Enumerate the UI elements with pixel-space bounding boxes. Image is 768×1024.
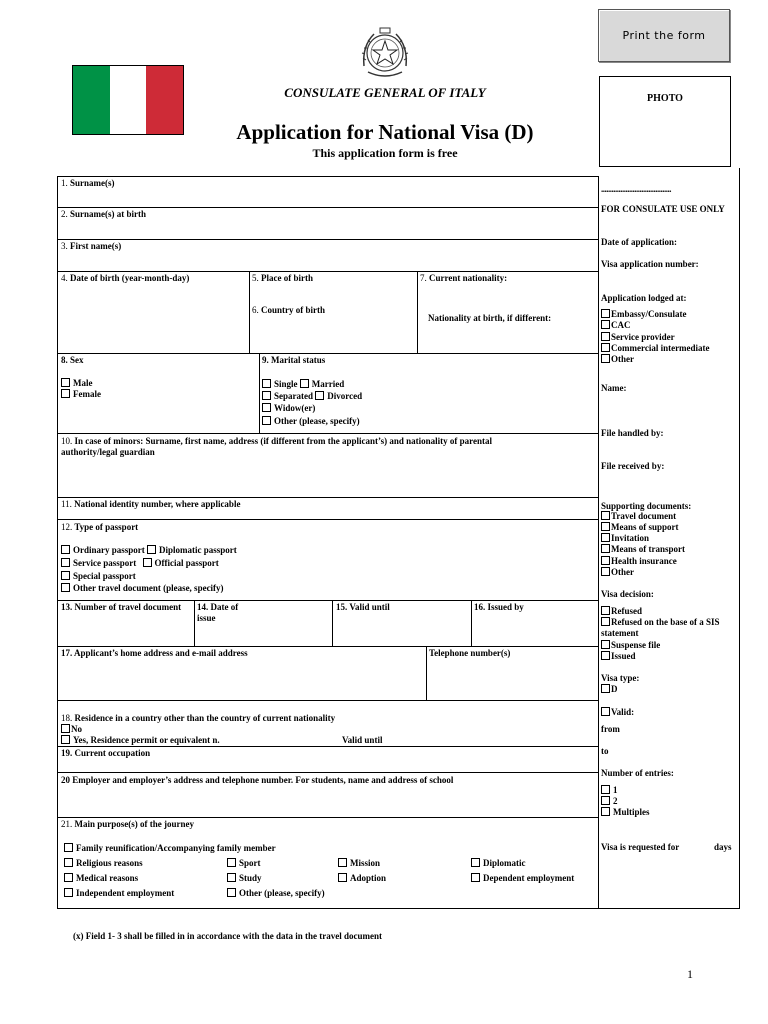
purpose-independent-option[interactable]: Independent employment	[64, 888, 174, 899]
field-20-employer[interactable]: 20 Employer and employer’s address and telephone number. For students, name and address of school	[61, 775, 454, 785]
checkbox-icon[interactable]	[601, 354, 610, 363]
marital-widow-option[interactable]: Widow(er)	[262, 403, 315, 414]
lodged-option-embassy[interactable]: Embassy/Consulate	[601, 309, 687, 320]
lodged-option-service-provider[interactable]: Service provider	[601, 332, 675, 343]
photo-box: PHOTO	[599, 76, 731, 167]
visa-type-d-option[interactable]: D	[601, 684, 618, 695]
lodged-option-other[interactable]: Other	[601, 354, 634, 365]
checkbox-icon[interactable]	[300, 379, 309, 388]
checkbox-icon[interactable]	[61, 735, 70, 744]
checkbox-icon[interactable]	[262, 416, 271, 425]
passport-row-2	[61, 558, 219, 569]
consulate-name: CONSULATE GENERAL OF ITALY	[284, 85, 486, 100]
field-9-marital-status: 9. Marital status	[262, 355, 326, 365]
checkbox-icon[interactable]	[601, 785, 610, 794]
checkbox-icon[interactable]	[601, 533, 610, 542]
checkbox-icon[interactable]	[601, 320, 610, 329]
checkbox-icon[interactable]	[601, 640, 610, 649]
field-2-surname-at-birth[interactable]: 2. Surname(s) at birth	[61, 209, 146, 219]
marital-divorced-option[interactable]: Divorced	[315, 391, 362, 401]
purpose-dependent-option[interactable]: Dependent employment	[471, 873, 574, 884]
checkbox-icon[interactable]	[64, 843, 73, 852]
consulate-use-title: FOR CONSULATE USE ONLY	[601, 204, 725, 214]
checkbox-icon[interactable]	[315, 391, 324, 400]
checkbox-icon[interactable]	[471, 858, 480, 867]
checkbox-icon[interactable]	[64, 873, 73, 882]
docs-option-support[interactable]: Means of support	[601, 522, 679, 533]
field-8-sex: 8. Sex	[61, 355, 84, 365]
passport-service-option[interactable]: Service passport	[61, 558, 136, 568]
visa-valid-from: from	[601, 724, 620, 734]
checkbox-icon[interactable]	[262, 379, 271, 388]
purpose-family-option[interactable]: Family reunification/Accompanying family member	[64, 843, 276, 854]
consulate-lodged-at: Application lodged at:	[601, 293, 687, 303]
purpose-diplomatic-option[interactable]: Diplomatic	[471, 858, 526, 869]
checkbox-icon[interactable]	[262, 403, 271, 412]
field-7-current-nationality[interactable]: 7. Current nationality:	[420, 273, 508, 283]
page-title: Application for National Visa (D)	[236, 120, 534, 144]
field-14-date-of-issue[interactable]: 14. Date of issue	[197, 602, 239, 623]
visa-requested-for: Visa is requested for	[601, 842, 680, 852]
checkbox-icon[interactable]	[61, 583, 70, 592]
checkbox-icon[interactable]	[61, 558, 70, 567]
print-form-button[interactable]: Print the form	[598, 9, 730, 62]
checkbox-icon[interactable]	[227, 873, 236, 882]
checkbox-icon[interactable]	[227, 888, 236, 897]
decision-option-issued[interactable]: Issued	[601, 651, 636, 662]
marital-separated-option[interactable]: Separated	[262, 391, 313, 401]
marital-single-option[interactable]: Single	[262, 379, 298, 389]
visa-valid-option[interactable]: Valid:	[601, 707, 634, 718]
residence-valid-until[interactable]: Valid until	[342, 735, 383, 745]
decision-option-refused[interactable]: Refused	[601, 606, 642, 617]
flag-white-stripe	[110, 66, 147, 134]
field-10-minors-guardian[interactable]: 10. In case of minors: Surname, first name, address (if different from the applicant’s) and nationality of parental authority/legal guardian	[61, 436, 492, 457]
checkbox-icon[interactable]	[61, 389, 70, 398]
consulate-supporting-docs: Supporting documents:	[601, 501, 692, 511]
marital-other-option[interactable]: Other (please, specify)	[262, 416, 360, 427]
checkbox-icon[interactable]	[601, 684, 610, 693]
checkbox-icon[interactable]	[601, 567, 610, 576]
footer-note: (x) Field 1- 3 shall be filled in in accordance with the data in the travel document	[73, 931, 382, 941]
sex-male-option[interactable]: Male	[61, 378, 93, 389]
purpose-sport-option[interactable]: Sport	[227, 858, 261, 869]
residence-no-option[interactable]: No	[61, 724, 82, 735]
checkbox-icon[interactable]	[338, 858, 347, 867]
field-17-telephone[interactable]: Telephone number(s)	[429, 648, 511, 658]
sex-female-option[interactable]: Female	[61, 389, 101, 400]
purpose-other-option[interactable]: Other (please, specify)	[227, 888, 325, 899]
docs-option-other[interactable]: Other	[601, 567, 634, 578]
consulate-name-label: Name:	[601, 383, 627, 393]
decision-option-suspense[interactable]: Suspense file	[601, 640, 660, 651]
consulate-dots: ........................................	[601, 184, 671, 194]
checkbox-icon[interactable]	[64, 888, 73, 897]
checkbox-icon[interactable]	[601, 309, 610, 318]
field-16-issued-by[interactable]: 16. Issued by	[474, 602, 524, 612]
passport-special-option[interactable]: Special passport	[61, 571, 136, 582]
passport-diplomatic-option[interactable]: Diplomatic passport	[147, 545, 237, 555]
decision-option-refused-sis[interactable]: Refused on the base of a SIS statement	[601, 617, 720, 638]
field-7-nationality-at-birth[interactable]: Nationality at birth, if different:	[428, 313, 552, 323]
field-21-main-purpose: 21. Main purpose(s) of the journey	[61, 819, 194, 829]
consulate-received-by: File received by:	[601, 461, 665, 471]
field-18-residence: 18. Residence in a country other than the country of current nationality	[61, 713, 336, 723]
purpose-medical-option[interactable]: Medical reasons	[64, 873, 138, 884]
purpose-study-option[interactable]: Study	[227, 873, 262, 884]
page-number: 1	[687, 967, 693, 981]
purpose-religious-option[interactable]: Religious reasons	[64, 858, 143, 869]
marital-row-2	[262, 391, 362, 402]
visa-requested-days: days	[714, 842, 732, 852]
checkbox-icon[interactable]	[601, 556, 610, 565]
purpose-mission-option[interactable]: Mission	[338, 858, 380, 869]
consulate-visa-app-number: Visa application number:	[601, 259, 699, 269]
consulate-visa-decision: Visa decision:	[601, 589, 654, 599]
field-17-home-address[interactable]: 17. Applicant’s home address and e-mail address	[61, 648, 248, 658]
passport-ordinary-option[interactable]: Ordinary passport	[61, 545, 145, 555]
field-6-country-of-birth[interactable]: 6. Country of birth	[252, 305, 326, 315]
checkbox-icon[interactable]	[61, 571, 70, 580]
entries-option-2[interactable]: 2	[601, 796, 618, 807]
italian-flag	[72, 65, 184, 135]
entries-option-multiples[interactable]: Multiples	[601, 807, 650, 818]
checkbox-icon[interactable]	[143, 558, 152, 567]
docs-option-health[interactable]: Health insurance	[601, 556, 677, 567]
flag-green-stripe	[73, 66, 110, 134]
lodged-option-commercial[interactable]: Commercial intermediate	[601, 343, 710, 354]
consulate-handled-by: File handled by:	[601, 428, 664, 438]
field-3-first-name[interactable]: 3. First name(s)	[61, 241, 122, 251]
checkbox-icon[interactable]	[601, 544, 610, 553]
docs-option-transport[interactable]: Means of transport	[601, 544, 685, 555]
marital-row-1	[262, 379, 344, 390]
checkbox-icon[interactable]	[64, 858, 73, 867]
passport-official-option[interactable]: Official passport	[143, 558, 219, 568]
field-12-passport-type: 12. Type of passport	[61, 522, 139, 532]
docs-option-invitation[interactable]: Invitation	[601, 533, 649, 544]
field-4-date-of-birth[interactable]: 4. Date of birth (year-month-day)	[61, 273, 190, 283]
checkbox-icon[interactable]	[601, 807, 610, 816]
consulate-date-application: Date of application:	[601, 237, 677, 247]
docs-option-travel[interactable]: Travel document	[601, 511, 676, 522]
checkbox-icon[interactable]	[601, 511, 610, 520]
checkbox-icon[interactable]	[601, 522, 610, 531]
checkbox-icon[interactable]	[601, 707, 610, 716]
checkbox-icon[interactable]	[601, 796, 610, 805]
field-19-current-occupation[interactable]: 19. Current occupation	[61, 748, 151, 758]
checkbox-icon[interactable]	[601, 606, 610, 615]
consulate-visa-type: Visa type:	[601, 673, 640, 683]
field-13-travel-document-number[interactable]: 13. Number of travel document	[61, 602, 182, 612]
checkbox-icon[interactable]	[338, 873, 347, 882]
passport-row-1	[61, 545, 237, 556]
checkbox-icon[interactable]	[147, 545, 156, 554]
italian-emblem-icon	[358, 26, 412, 82]
checkbox-icon[interactable]	[601, 332, 610, 341]
checkbox-icon[interactable]	[601, 343, 610, 352]
checkbox-icon[interactable]	[61, 545, 70, 554]
passport-other-option[interactable]: Other travel document (please, specify)	[61, 583, 224, 594]
checkbox-icon[interactable]	[471, 873, 480, 882]
visa-valid-to: to	[601, 746, 609, 756]
consulate-entries: Number of entries:	[601, 768, 674, 778]
marital-married-option[interactable]: Married	[300, 379, 344, 389]
checkbox-icon[interactable]	[601, 617, 610, 626]
field-1-surname[interactable]: 1. Surname(s)	[61, 178, 115, 188]
checkbox-icon[interactable]	[262, 391, 271, 400]
page-subtitle: This application form is free	[312, 146, 458, 160]
entries-option-1[interactable]: 1	[601, 785, 618, 796]
checkbox-icon[interactable]	[227, 858, 236, 867]
checkbox-icon[interactable]	[61, 724, 70, 733]
checkbox-icon[interactable]	[61, 378, 70, 387]
residence-yes-option[interactable]: Yes, Residence permit or equivalent n.	[61, 735, 220, 746]
field-11-national-id[interactable]: 11. National identity number, where applicable	[61, 499, 241, 509]
purpose-adoption-option[interactable]: Adoption	[338, 873, 386, 884]
field-5-place-of-birth[interactable]: 5. Place of birth	[252, 273, 313, 283]
checkbox-icon[interactable]	[601, 651, 610, 660]
field-15-valid-until[interactable]: 15. Valid until	[336, 602, 390, 612]
lodged-option-cac[interactable]: CAC	[601, 320, 631, 331]
